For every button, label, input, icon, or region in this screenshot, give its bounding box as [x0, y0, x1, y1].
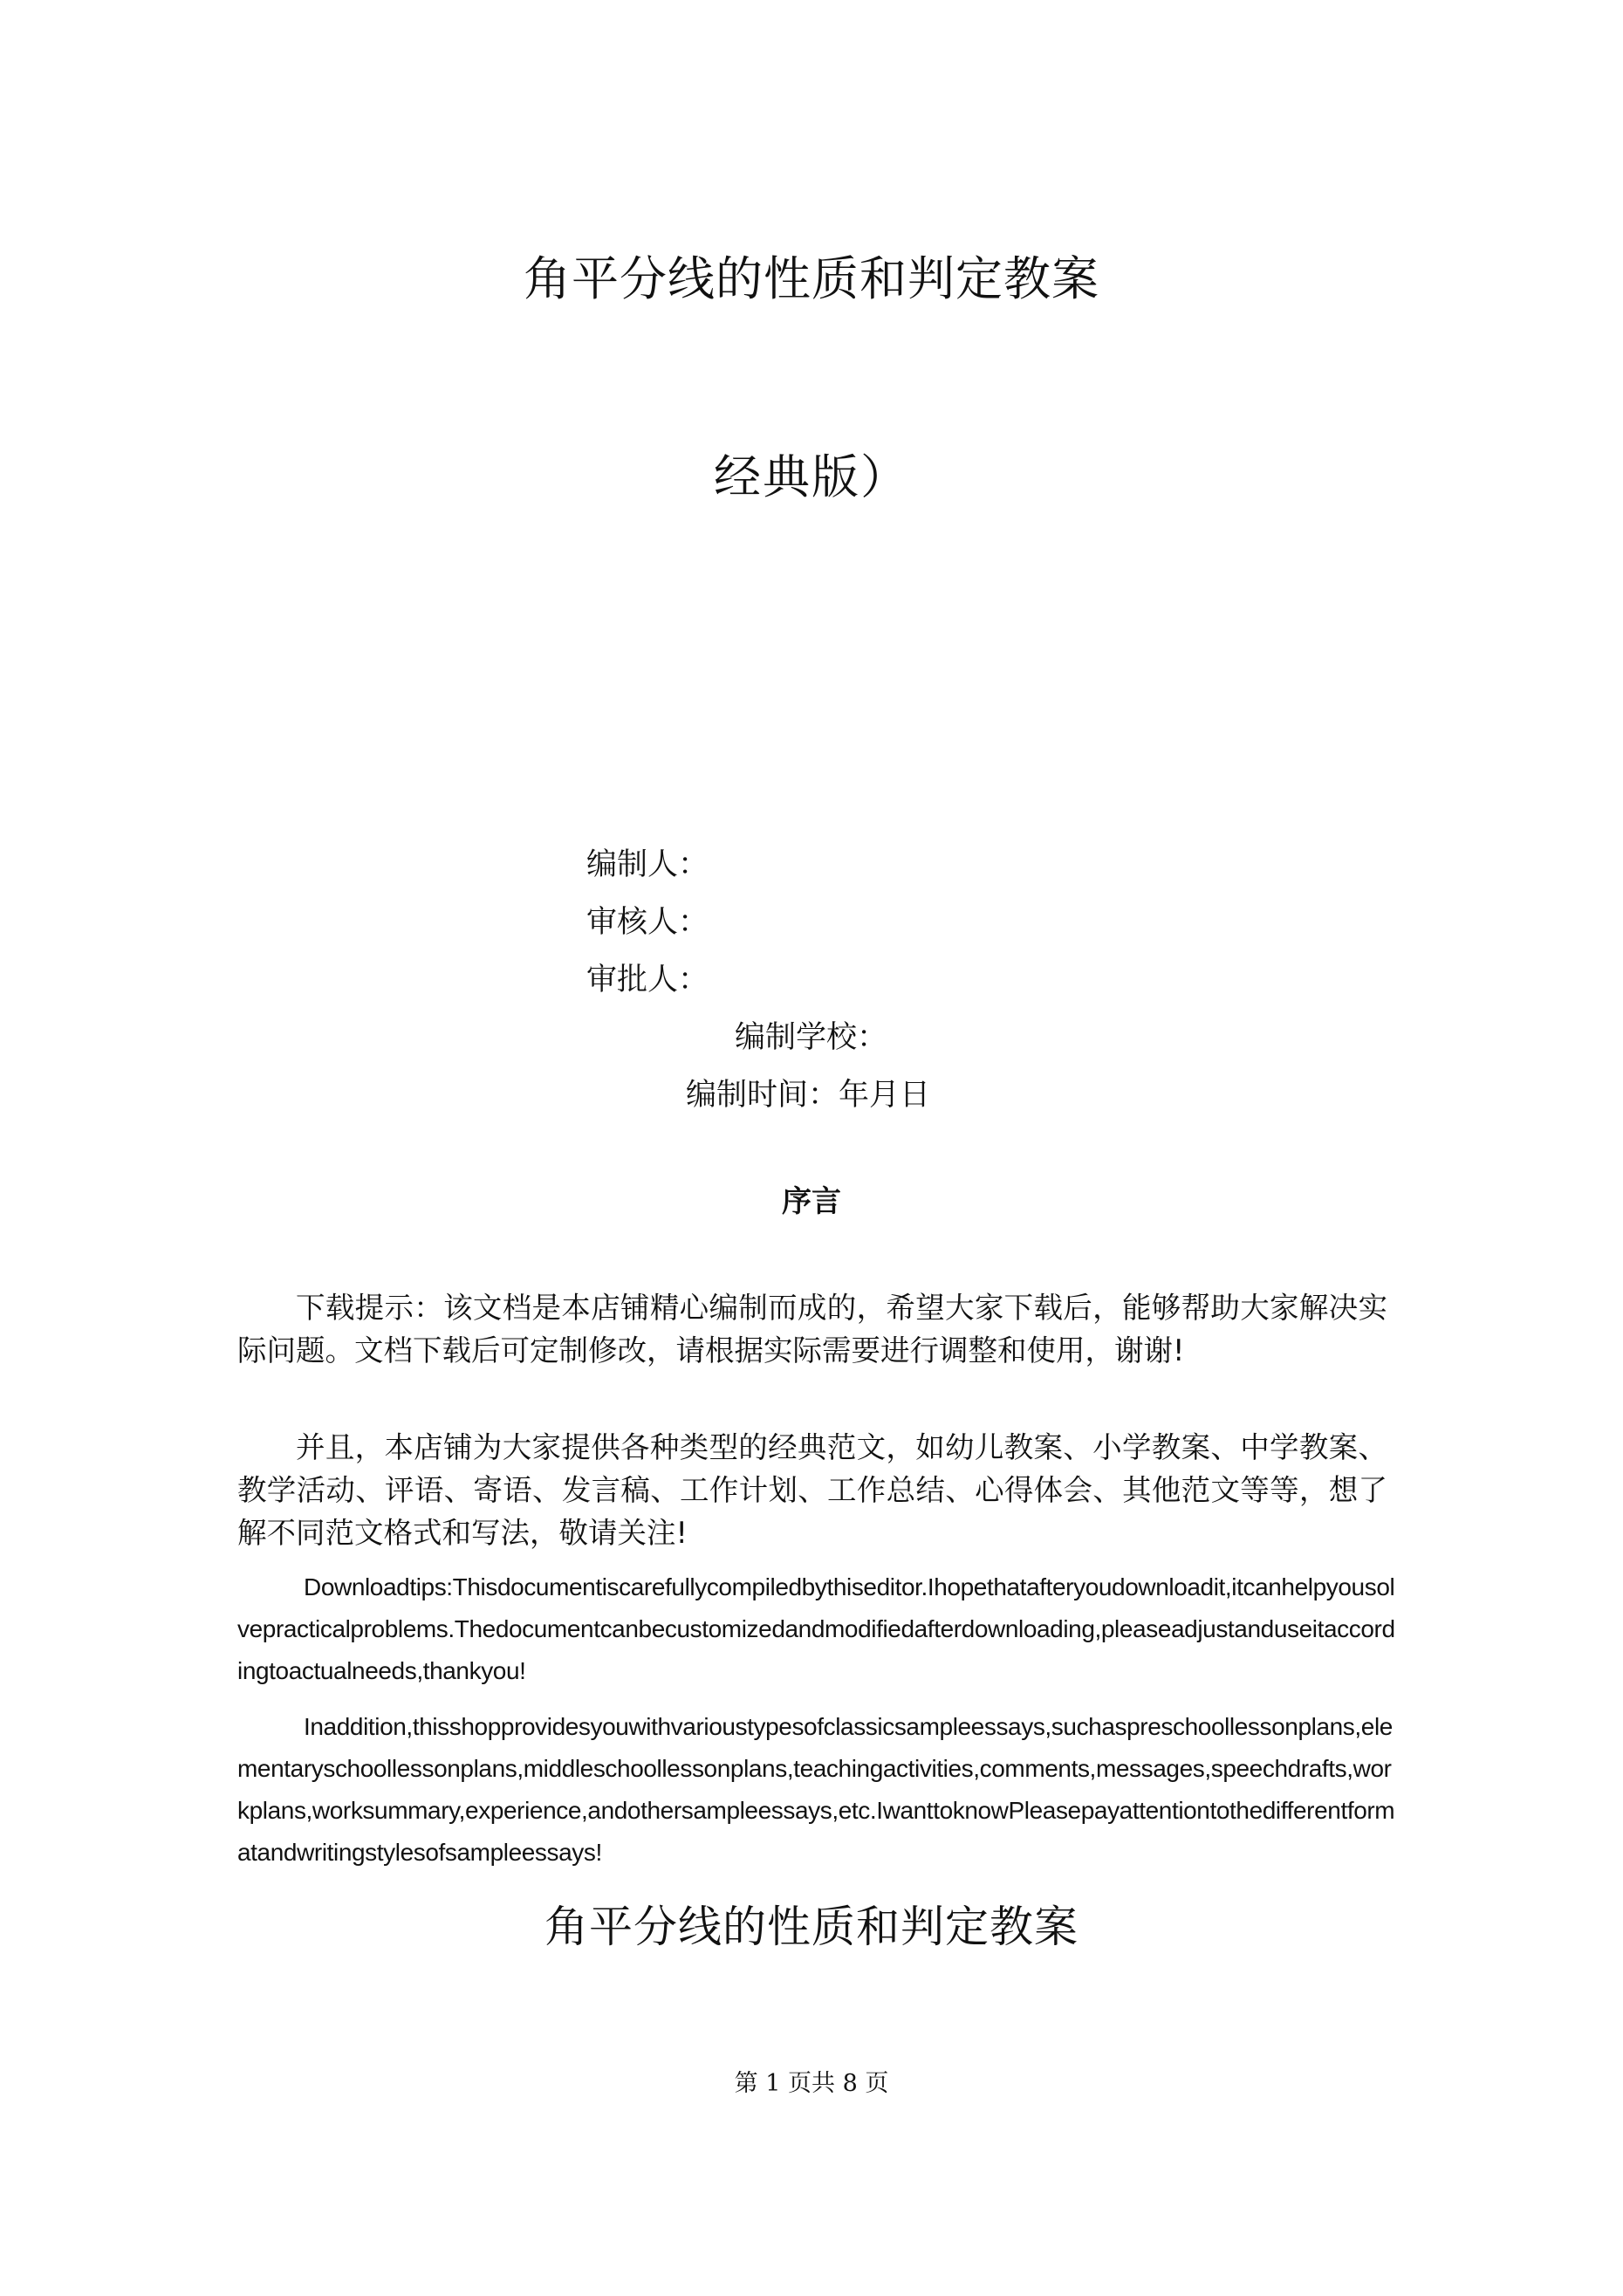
- preface-cn-paragraph-1: 下载提示：该文档是本店铺精心编制而成的，希望大家下载后，能够帮助大家解决实际问题。文档下载后可定制修改，请根据实际需要进行调整和使用，谢谢!: [237, 1291, 1387, 1367]
- section-title: 角平分线的性质和判定教案: [544, 1902, 1079, 1952]
- meta-compiler: 编制人：: [586, 847, 709, 882]
- preface-cn-paragraph-2: 并且，本店铺为大家提供各种类型的经典范文，如幼儿教案、小学教案、中学教案、教学活动、评语、寄语、发言稿、工作计划、工作总结、心得体会、其他范文等等，想了解不同范文格式和写法，敬请关注!: [237, 1430, 1387, 1550]
- page-footer: 第 1 页共 8 页: [734, 2070, 889, 2097]
- meta-approver: 审批人：: [586, 963, 709, 997]
- preface-en-paragraph-1: Downloadtips:Thisdocumentiscarefullycompiledbythiseditor.Ihopethatafteryoudownloadit,itcanhelpyousolvepracticalproblems.Thedocumentcanbecustomizedandmodifiedafterdownloading,pleaseadjustanduseitaccordingtoactualneeds,thankyou!: [237, 1573, 1395, 1684]
- meta-time: 编制时间：年月日: [686, 1078, 931, 1113]
- preface-heading: 序言: [782, 1184, 841, 1219]
- document-subtitle: 经典版）: [714, 449, 909, 504]
- meta-school: 编制学校：: [735, 1020, 888, 1055]
- meta-reviewer: 审核人：: [586, 905, 709, 940]
- preface-en-paragraph-2: Inaddition,thisshopprovidesyouwithvarioustypesofclassicsampleessays,suchaspreschoollessonplans,elementaryschoollessonplans,middleschoollessonplans,teachingactivities,comments,messages,speechdrafts,workplans,worksummary,experience,andothersampleessays,etc.IwanttoknowPleasepayattentiontothedifferentformatandwritingstylesofsampleessays!: [237, 1713, 1395, 1866]
- document-title: 角平分线的性质和判定教案: [524, 251, 1099, 306]
